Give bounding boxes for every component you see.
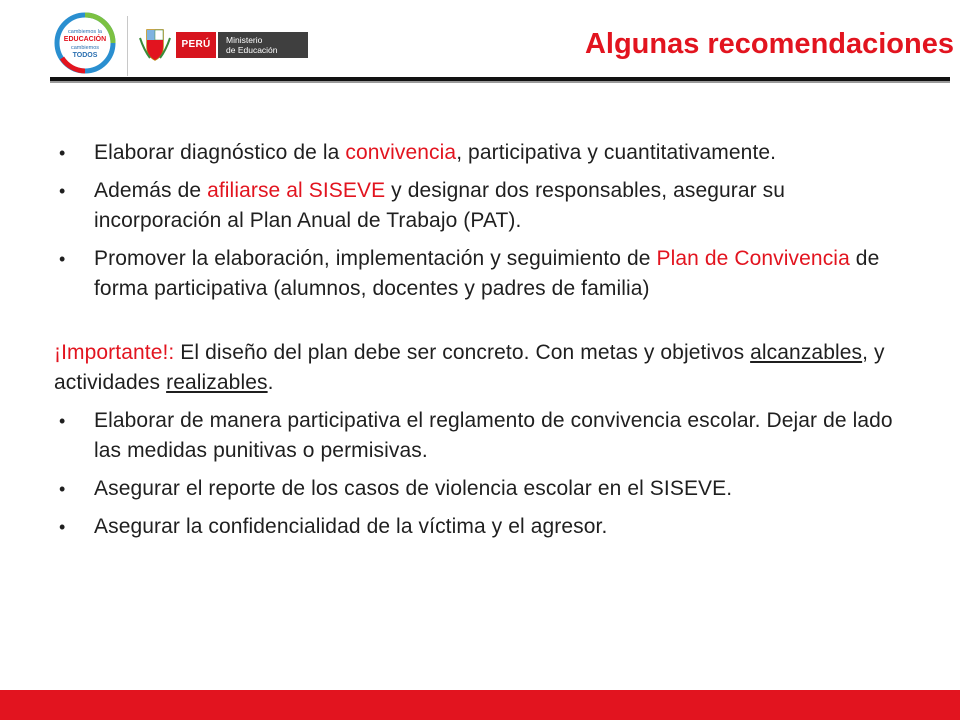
important-paragraph (54, 338, 904, 398)
important-text2: , y actividades (54, 341, 885, 394)
bullet-text-post: y designar dos responsables, asegurar su incorporación al Plan Anual de Trabajo (PAT). (94, 179, 786, 232)
bullet-item (54, 406, 904, 466)
bullet-dot: • (59, 517, 66, 537)
coat-of-arms-icon (138, 26, 172, 64)
important-underline-2: realizables (166, 371, 268, 394)
important-label: ¡Importante!: (54, 341, 175, 364)
campaign-line4: TODOS (72, 52, 98, 59)
bullet-dot: • (59, 181, 66, 201)
campaign-line2: EDUCACIÓN (63, 36, 107, 43)
bullet-text: Asegurar la confidencialidad de la víctima y el agresor. (94, 515, 608, 538)
slide-header (0, 0, 960, 90)
bullet-dot: • (59, 143, 66, 163)
campaign-logo (54, 12, 116, 74)
logo-divider (127, 16, 128, 76)
slide-body (54, 138, 904, 550)
peru-label: PERÚ (176, 32, 216, 58)
bullet-text-pre: Elaborar diagnóstico de la (94, 141, 346, 164)
slide-title: Algunas recomendaciones (584, 28, 954, 60)
bullet-dot: • (59, 411, 66, 431)
important-text1: El diseño del plan debe ser concreto. Con metas y objetivos (174, 341, 751, 364)
bullet-item (54, 176, 904, 236)
ministry-label (218, 32, 308, 58)
campaign-line3: cambiemos (70, 45, 100, 51)
bullet-highlight: Plan de Convivencia (656, 247, 850, 270)
ministry-line2: de Educación (226, 45, 278, 55)
bullet-text: Elaborar de manera participativa el reglamento de convivencia escolar. Dejar de lado las medidas punitivas o permisivas. (94, 409, 893, 462)
bullet-text-post: , participativa y cuantitativamente. (456, 141, 777, 164)
bullet-text: Asegurar el reporte de los casos de violencia escolar en el SISEVE. (94, 477, 733, 500)
title-rule-shadow (50, 81, 950, 83)
important-text3: . (267, 371, 274, 394)
important-underline-1: alcanzables (750, 341, 863, 364)
ministry-line1: Ministerio (226, 35, 263, 45)
spacer (54, 312, 904, 338)
bullet-highlight: afiliarse al SISEVE (207, 179, 386, 202)
bullet-dot: • (59, 479, 66, 499)
bullet-item (54, 512, 904, 542)
footer-bar (0, 690, 960, 720)
bullet-highlight: convivencia (345, 141, 457, 164)
bullet-item (54, 138, 904, 168)
bullet-item (54, 244, 904, 304)
bullet-text-pre: Además de (94, 179, 208, 202)
bullet-item (54, 474, 904, 504)
bullet-dot: • (59, 249, 66, 269)
campaign-line1: cambiemos la (68, 29, 102, 35)
bullet-text-post: de forma participativa (alumnos, docentes y padres de familia) (94, 247, 880, 300)
bullet-text-pre: Promover la elaboración, implementación y seguimiento de (94, 247, 657, 270)
